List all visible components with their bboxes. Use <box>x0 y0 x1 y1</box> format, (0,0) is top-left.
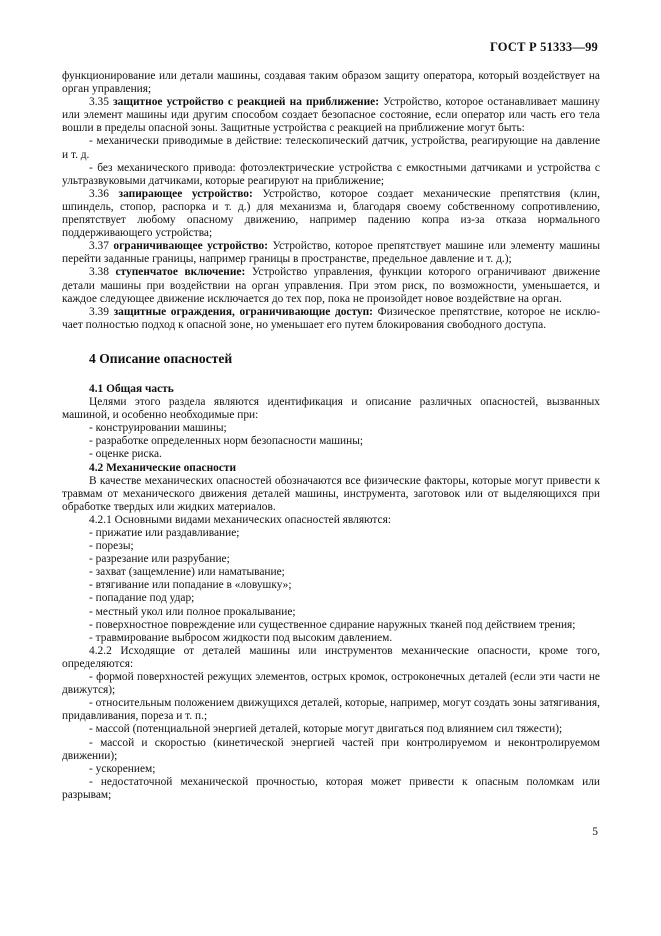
subsection-4-2-heading: 4.2 Механические опасности <box>89 461 237 474</box>
definition-text: Устройство, которое останавливает машину или элемент машины иди другим способом создает безопасное состояние, если оператор или часть его тела вошли в пределы опасной зоны. Защитные устройства с реакцией на приближение могут быть: <box>62 96 600 135</box>
list-item: - без механического привода: фотоэлектрические устройства с емкостными датчиками и устройства с ультразвуковыми датчиками, которые реагируют на приближение; <box>62 161 600 187</box>
list-item: - порезы; <box>89 540 134 553</box>
list-item: - формой поверхностей режущих элементов, острых кромок, остроконечных деталей (если эти части не движутся); <box>62 671 600 697</box>
page-number: 5 <box>592 826 598 838</box>
clause-number: 3.39 <box>89 305 109 318</box>
clause-number: 3.37 <box>89 240 109 253</box>
list-item: - механически приводимые в действие: телескопический датчик, устройства, реагирующие на давление и т. д. <box>62 135 600 161</box>
definition-text: Устройство, которое создает механические препятствия (клин, шпиндель, стопор, распорка и т. д.) для механизма и, благодаря своему собственному сопротивлению, препятствует любому опасному движению, например падению копра из-за отказа нормального поддерживающего устройства; <box>62 187 601 240</box>
subsection-4-1-intro: Целями этого раздела являются идентификация и описание различных опасностей, вызванных машиной, и особенно необходимые при: <box>62 396 600 422</box>
definition-text: Устройство управления, функции которого ограничивают движение детали машины при воздействии на орган управления. При этом риск, по возможности, уменьшается, и каждое следующее движение исключается до тех пор, пока не произойдет новое воздействие на орган. <box>62 266 600 305</box>
list-item: - прижатие или раздавливание; <box>89 527 240 539</box>
list-item: - массой (потенциальной энергией деталей, которые могут двигаться под влиянием сил тяжести); <box>89 723 563 736</box>
section-4-heading: 4 Описание опасностей <box>89 350 233 366</box>
term: ступенчатое включение: <box>115 266 246 279</box>
clause-4-2-1-intro: 4.2.1 Основными видами механических опасностей являются: <box>89 513 391 526</box>
term: защитное устройство с реакцией на приближение: <box>113 96 380 109</box>
list-item: - конструировании машины; <box>89 422 227 435</box>
term: защитные ограждения, ограничивающие доступ: <box>113 305 373 318</box>
term: ограничивающее устройство: <box>113 240 269 253</box>
list-item: - травмирование выбросом жидкости под высоким давлением. <box>89 631 393 644</box>
definition-text: Физическое препятствие, которое не исключает полностью подход к опасной зоне, но уменьшает его путем блокирования свободного доступа. <box>62 305 600 331</box>
list-item: - втягивание или попадание в «ловушку»; <box>89 579 292 592</box>
list-item: - разрезание или разрубание; <box>89 553 230 566</box>
term: запирающее устройство: <box>118 187 253 200</box>
clause-4-2-2-intro: 4.2.2 Исходящие от деталей машины или инструментов механические опасности, кроме того, определяются: <box>62 644 600 670</box>
definition-3-36 <box>62 188 600 240</box>
definition-3-38 <box>62 266 600 305</box>
document-code-header: ГОСТ Р 51333—99 <box>489 40 598 54</box>
definition-text: Устройство, которое препятствует машине или элементу машины перейти заданные границы, например границы в пространстве, предельное давление и т. д.); <box>62 240 600 266</box>
list-item: - оценке риска. <box>89 448 162 461</box>
clause-number: 3.35 <box>89 96 109 109</box>
list-item: - захват (защемление) или наматывание; <box>89 566 285 579</box>
subsection-4-1-heading: 4.1 Общая часть <box>89 382 174 395</box>
clause-number: 3.36 <box>89 187 109 200</box>
subsection-4-2-intro: В качестве механических опасностей обозначаются все физические факторы, которые могут привести к травмам от механического движения деталей машины, инструмента, заготовок или от выделяющихся при обработке твердых или жидких материалов. <box>62 474 600 513</box>
list-item: - попадание под удар; <box>89 592 195 605</box>
list-item: - местный укол или полное прокалывание; <box>89 605 296 618</box>
clause-number: 3.38 <box>89 266 109 279</box>
definition-3-35 <box>62 96 600 135</box>
paragraph-continuation: функционирование или детали машины, создавая таким образом защиту оператора, который воздействует на орган управления; <box>62 70 600 96</box>
list-item: - поверхностное повреждение или существенное сдирание наружных тканей под действием трения; <box>89 618 576 631</box>
list-item: - недостаточной механической прочностью, которая может привести к опасным поломкам или разрывам; <box>62 775 600 801</box>
definition-3-37 <box>62 240 600 266</box>
list-item: - массой и скоростью (кинетической энергией частей при контролируемом и неконтролируемом движении); <box>62 736 600 762</box>
list-item: - разработке определенных норм безопасности машины; <box>89 435 364 448</box>
list-item: - ускорением; <box>89 762 156 775</box>
page-body <box>62 70 600 802</box>
list-item: - относительным положением движущихся деталей, которые, например, могут создать зоны затягивания, придавливания, пореза и т. п.; <box>62 697 600 723</box>
definition-3-39 <box>62 306 600 332</box>
